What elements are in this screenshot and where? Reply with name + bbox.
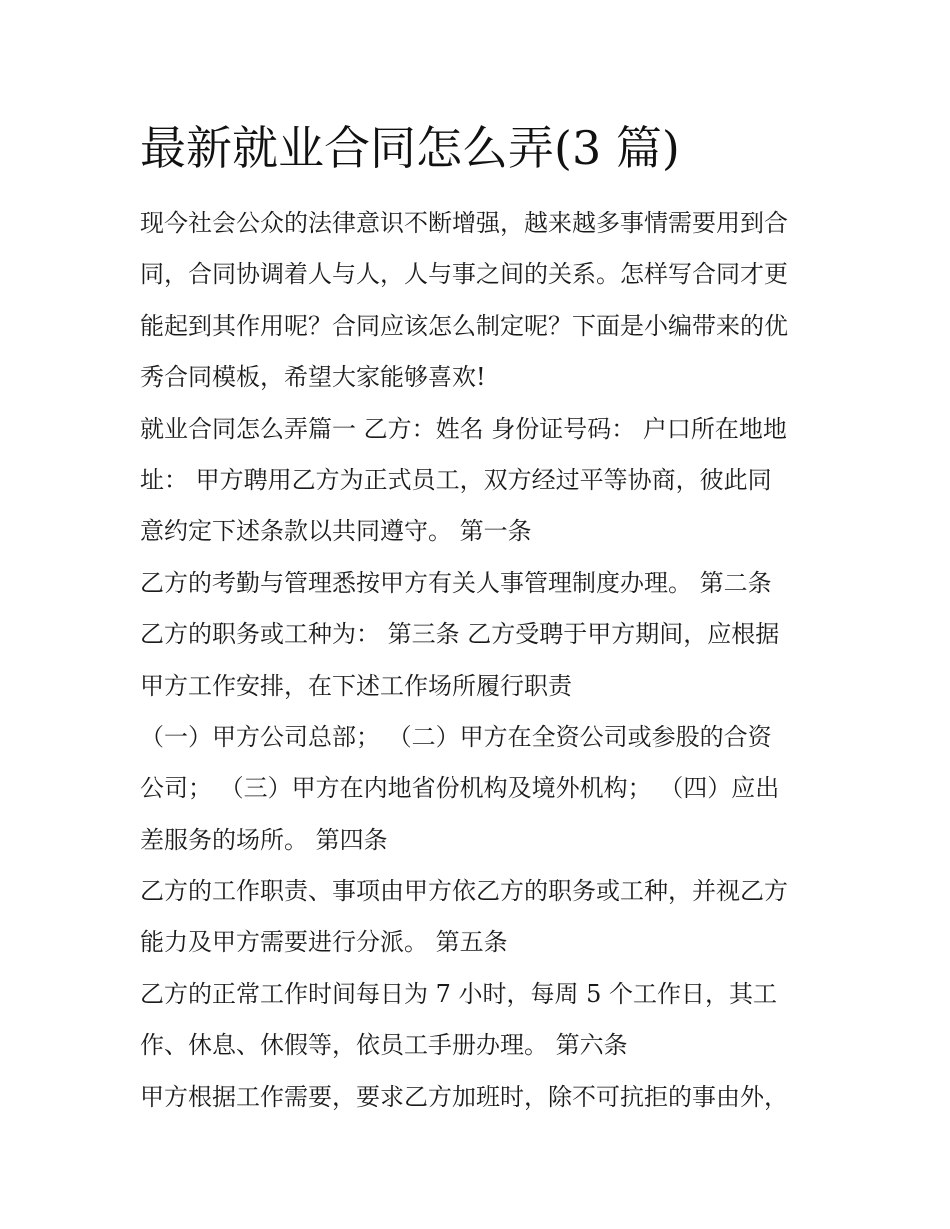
text-line: 乙方的正常工作时间每日为 7 小时，每周 5 个工作日，其工 bbox=[140, 979, 778, 1008]
text-line: （一）甲方公司总部； （二）甲方在全资公司或参股的合资 bbox=[140, 722, 772, 751]
text-line: 秀合同模板，希望大家能够喜欢! bbox=[140, 363, 486, 392]
text-line: 址： 甲方聘用乙方为正式员工，双方经过平等协商，彼此同 bbox=[140, 465, 772, 494]
text-line: 乙方的职务或工种为： 第三条 乙方受聘于甲方期间，应根据 bbox=[140, 620, 780, 649]
text-line: 甲方根据工作需要，要求乙方加班时，除不可抗拒的事由外， bbox=[140, 1082, 788, 1111]
text-line: 作、休息、休假等，依员工手册办理。 第六条 bbox=[140, 1031, 628, 1060]
text-line: 乙方的考勤与管理悉按甲方有关人事管理制度办理。 第二条 bbox=[140, 568, 772, 597]
text-line: 同，合同协调着人与人，人与事之间的关系。怎样写合同才更 bbox=[140, 260, 788, 289]
document-body bbox=[140, 198, 830, 1123]
page-title: 最新就业合同怎么弄(3 篇) bbox=[140, 121, 680, 175]
text-line: 现今社会公众的法律意识不断增强，越来越多事情需要用到合 bbox=[140, 209, 788, 237]
text-line: 乙方的工作职责、事项由甲方依乙方的职务或工种，并视乙方 bbox=[140, 877, 788, 906]
text-line: 公司； （三）甲方在内地省份机构及境外机构； （四）应出 bbox=[140, 774, 780, 803]
text-line: 能起到其作用呢？合同应该怎么制定呢？下面是小编带来的优 bbox=[140, 311, 788, 340]
text-line: 意约定下述条款以共同遵守。 第一条 bbox=[140, 517, 532, 546]
text-line: 能力及甲方需要进行分派。 第五条 bbox=[140, 928, 508, 957]
text-line: 就业合同怎么弄篇一 乙方：姓名 身份证号码： 户口所在地地 bbox=[140, 414, 787, 443]
text-line: 甲方工作安排，在下述工作场所履行职责 bbox=[140, 671, 572, 700]
text-line: 差服务的场所。 第四条 bbox=[140, 825, 388, 854]
